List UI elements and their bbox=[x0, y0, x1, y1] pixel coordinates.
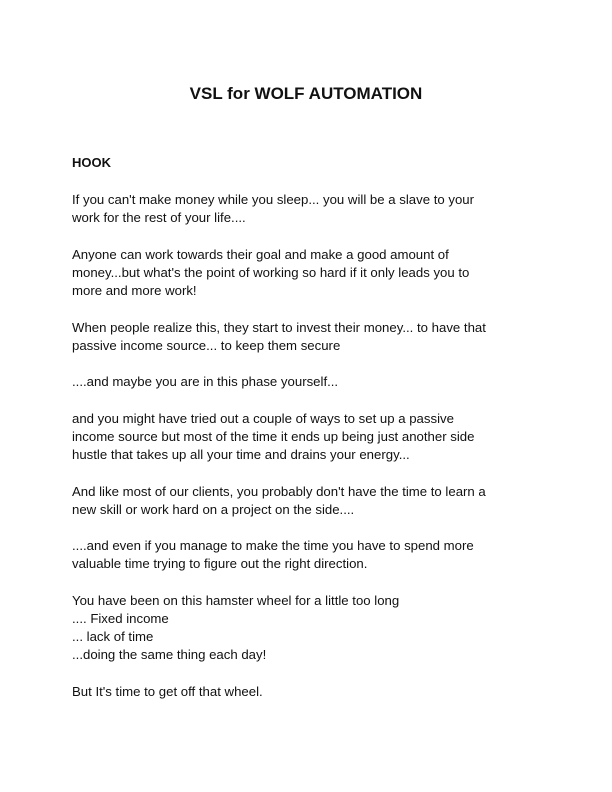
text-line: new skill or work hard on a project on the side.... bbox=[72, 502, 355, 517]
text-line: hustle that takes up all your time and drains your energy... bbox=[72, 447, 410, 462]
text-line: income source but most of the time it ends up being just another side bbox=[72, 429, 475, 444]
text-line: valuable time trying to figure out the right direction. bbox=[72, 556, 368, 571]
section-heading: HOOK bbox=[72, 155, 111, 170]
text-line: But It's time to get off that wheel. bbox=[72, 684, 263, 699]
text-line: ....and even if you manage to make the time you have to spend more bbox=[72, 538, 474, 553]
text-line: ... lack of time bbox=[72, 629, 154, 644]
text-line: and you might have tried out a couple of ways to set up a passive bbox=[72, 411, 454, 426]
text-line: passive income source... to keep them secure bbox=[72, 338, 341, 353]
text-line: ...doing the same thing each day! bbox=[72, 647, 267, 662]
document-title: VSL for WOLF AUTOMATION bbox=[189, 84, 423, 103]
text-line: work for the rest of your life.... bbox=[72, 210, 246, 225]
text-line: You have been on this hamster wheel for a little too long bbox=[72, 593, 400, 608]
text-line: ....and maybe you are in this phase yourself... bbox=[72, 374, 339, 389]
text-line: money...but what's the point of working so hard if it only leads you to bbox=[72, 265, 470, 280]
text-line: more and more work! bbox=[72, 283, 197, 298]
text-line: And like most of our clients, you probably don't have the time to learn a bbox=[72, 484, 486, 499]
text-line: Anyone can work towards their goal and make a good amount of bbox=[72, 247, 449, 262]
text-line: When people realize this, they start to invest their money... to have that bbox=[72, 320, 486, 335]
text-line: .... Fixed income bbox=[72, 611, 169, 626]
text-line: If you can't make money while you sleep... you will be a slave to your bbox=[72, 192, 475, 207]
